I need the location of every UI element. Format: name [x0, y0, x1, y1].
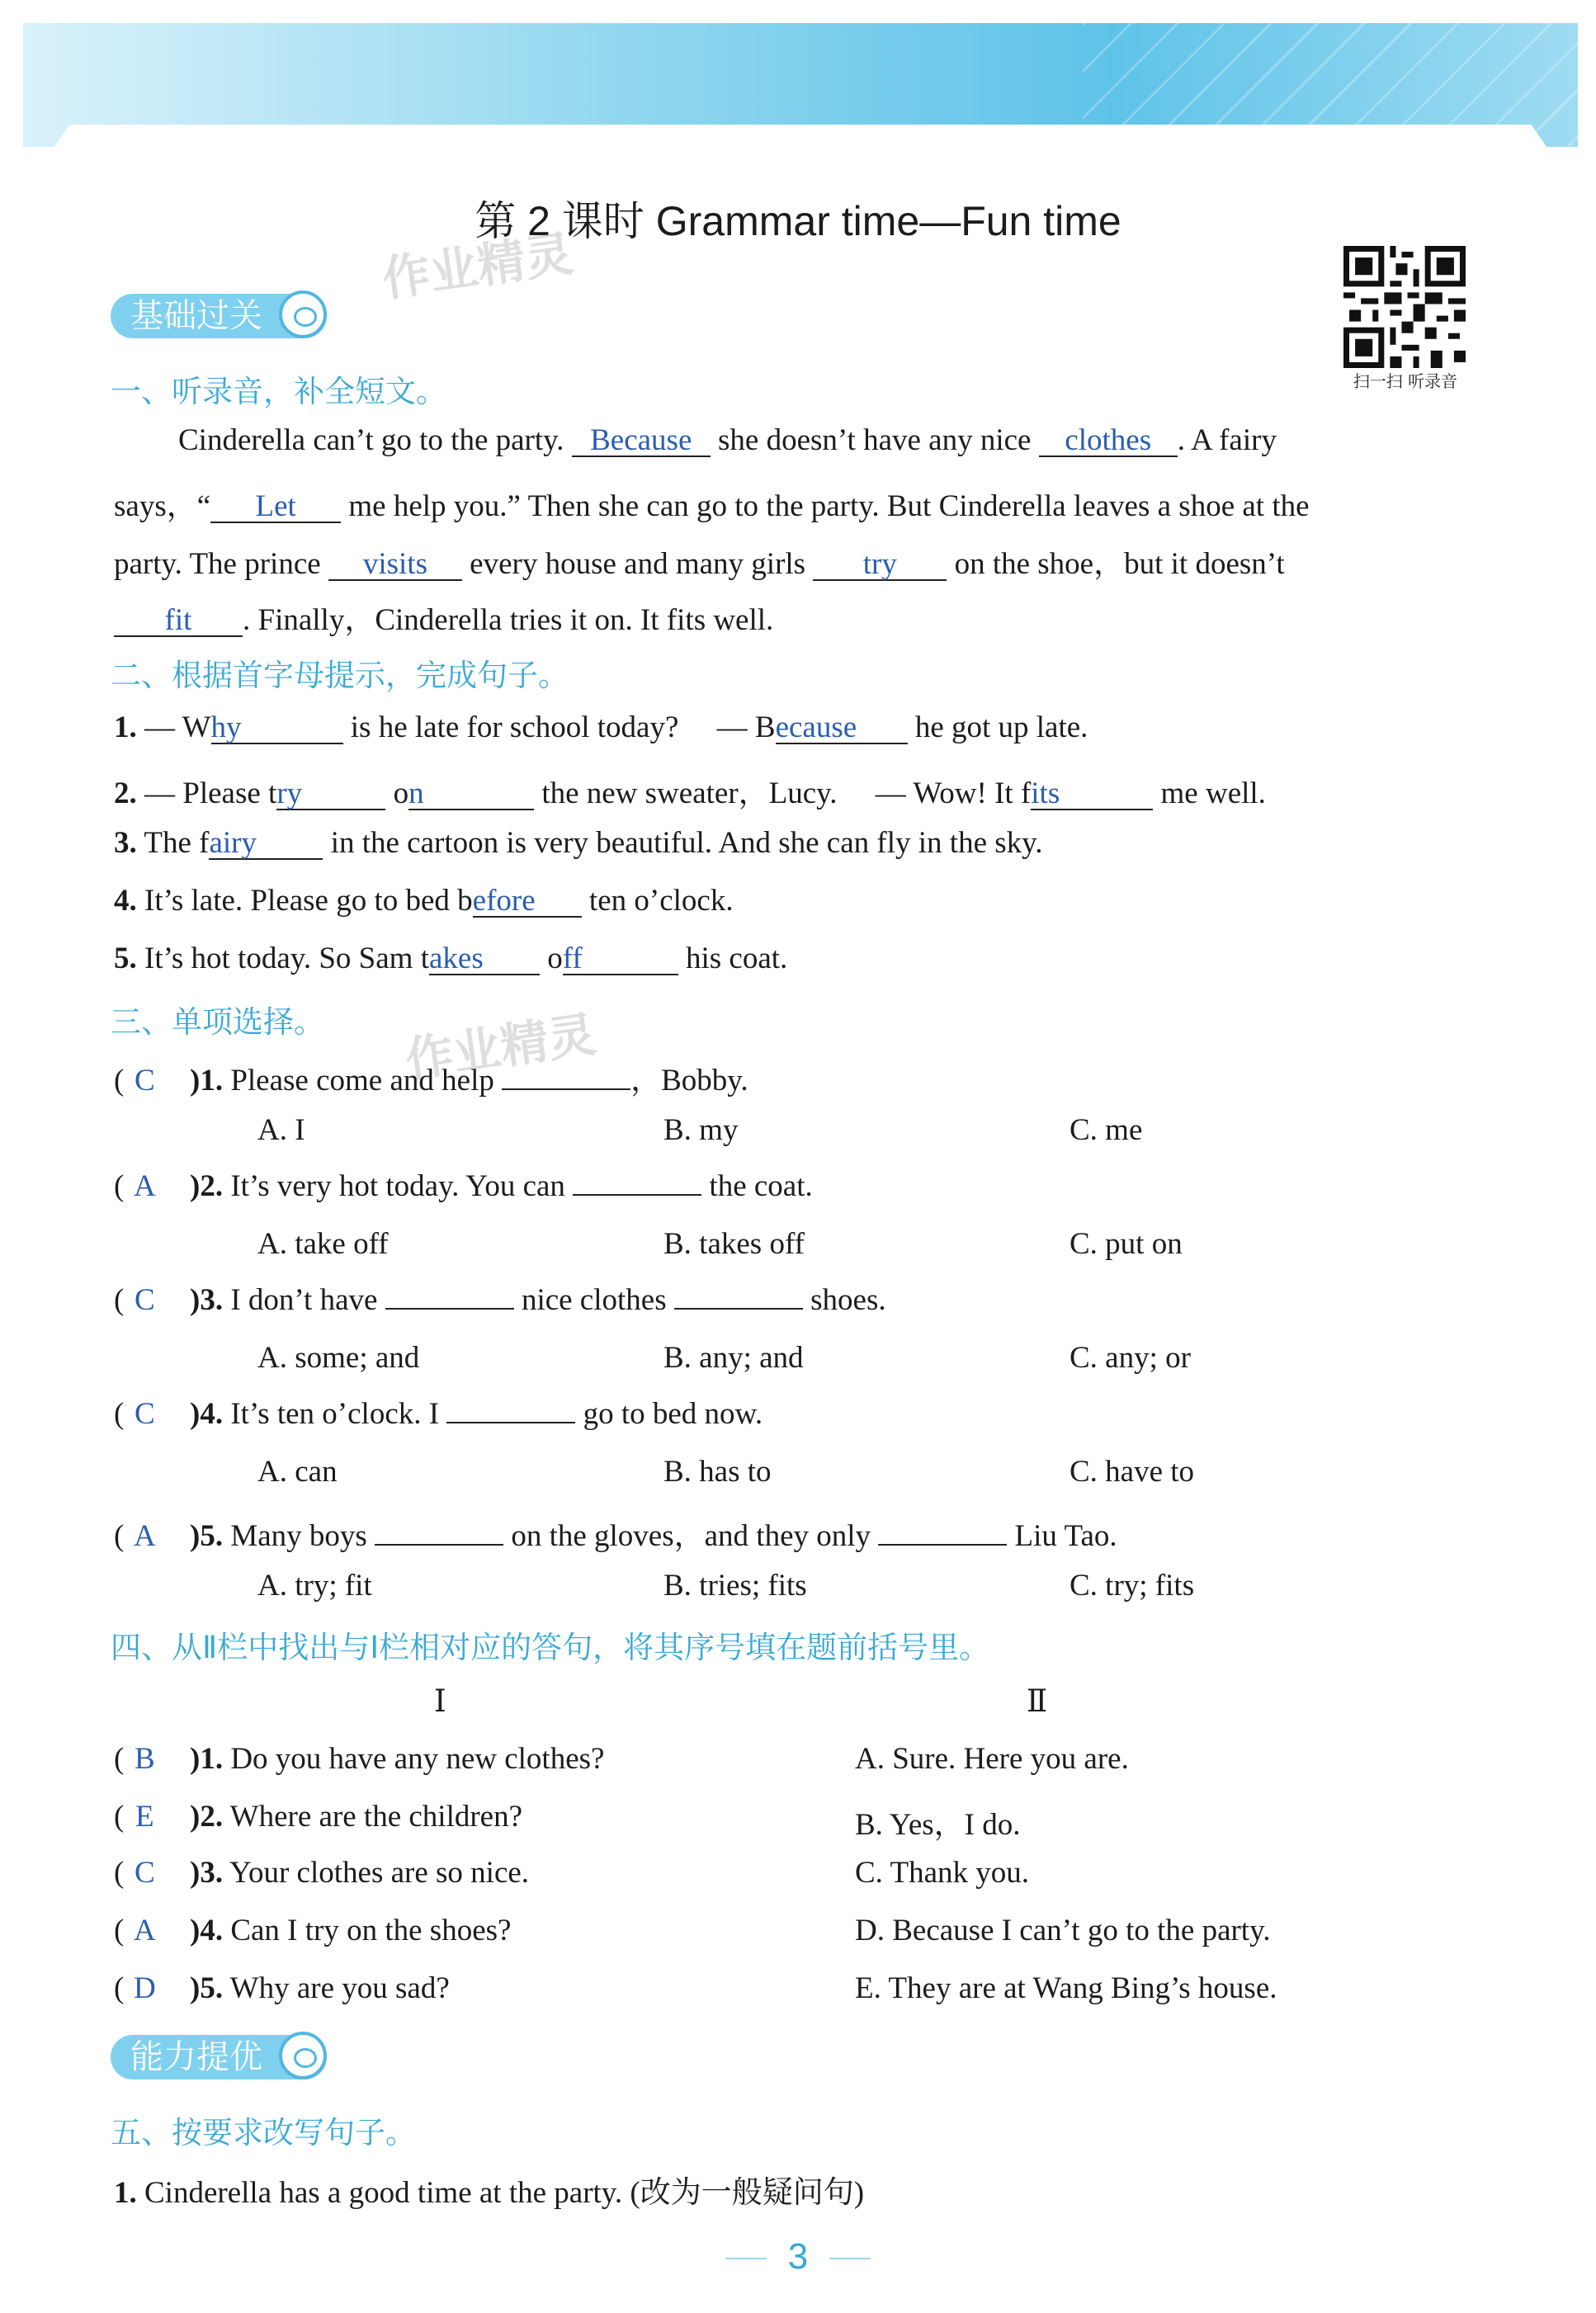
answer-blank[interactable]	[573, 1194, 701, 1196]
question	[114, 710, 1088, 745]
smiley-icon	[279, 2032, 327, 2079]
answer-blank[interactable]	[375, 1544, 503, 1546]
text: Many boys	[230, 1519, 367, 1553]
mc-question	[114, 1168, 813, 1204]
text: I don’t have	[230, 1283, 378, 1317]
text: Where are the children?	[229, 1800, 523, 1834]
option-b[interactable]: B. takes off	[663, 1227, 805, 1261]
answer: A	[133, 1914, 156, 1947]
option-b[interactable]: B. my	[663, 1113, 739, 1147]
option-c[interactable]: C. have to	[1070, 1455, 1195, 1489]
question-number: )5.	[190, 1519, 224, 1553]
question-number: )1.	[190, 1742, 224, 1776]
answer-blank[interactable]	[674, 1308, 803, 1310]
section-tag-basic	[111, 294, 327, 338]
option-c[interactable]: C. try; fits	[1070, 1569, 1195, 1603]
question-number: )3.	[190, 1856, 224, 1890]
page-title: 第 2 课时 Grammar time—Fun time	[475, 198, 1121, 244]
question-number: 2.	[114, 777, 137, 810]
answer: visits	[362, 547, 427, 581]
answer: akes	[429, 942, 484, 975]
match-answer: B. Yes，I do.	[855, 1808, 1021, 1842]
answer-paren[interactable]: ( B	[114, 1741, 190, 1777]
text: It’s very hot today. You can	[230, 1169, 565, 1203]
mc-question	[114, 1396, 763, 1432]
section-tag-advanced	[111, 2035, 327, 2079]
answer: Let	[255, 489, 296, 523]
question-number: )2.	[190, 1800, 224, 1834]
mc-question	[114, 1510, 1117, 1555]
section-heading: 一、听录音，补全短文。	[111, 374, 446, 409]
answer-blank[interactable]	[813, 549, 947, 581]
page-number: 3	[787, 2236, 809, 2277]
answer-paren[interactable]: ( C	[114, 1063, 190, 1098]
question-number: )4.	[190, 1914, 224, 1947]
answer-blank[interactable]	[209, 828, 323, 860]
answer: airy	[209, 826, 257, 860]
answer: ff	[562, 942, 583, 975]
question-number: )3.	[190, 1283, 224, 1317]
question	[114, 941, 787, 976]
answer: C	[134, 1397, 155, 1431]
answer-blank[interactable]	[429, 943, 540, 975]
answer-blank[interactable]	[1031, 778, 1153, 810]
mc-question	[114, 1055, 748, 1099]
question-number: )5.	[190, 1971, 224, 2005]
column-header-2: Ⅱ	[1027, 1685, 1048, 1719]
text: party. The prince	[114, 547, 321, 581]
option-c[interactable]: C. any; or	[1070, 1341, 1191, 1375]
answer-blank[interactable]	[408, 778, 534, 810]
question-number: 1.	[114, 2176, 137, 2210]
answer: D	[133, 1971, 156, 2005]
section-heading: 二、根据首字母提示，完成句子。	[111, 658, 569, 693]
text: nice clothes	[521, 1283, 667, 1317]
text: the new sweater，Lucy.	[541, 777, 838, 810]
column-header-1: Ⅰ	[434, 1685, 446, 1719]
option-a[interactable]: A. try; fit	[257, 1569, 372, 1603]
answer: its	[1031, 777, 1060, 810]
option-b[interactable]: B. tries; fits	[663, 1569, 807, 1603]
text: The f	[144, 826, 210, 860]
question-number: 3.	[114, 826, 137, 860]
answer: E	[135, 1800, 154, 1834]
tag-label: 能力提优	[130, 2038, 262, 2076]
match-item	[114, 1913, 511, 1948]
divider	[725, 2258, 767, 2259]
text: says，“	[114, 489, 211, 523]
text: she doesn’t have any nice	[718, 423, 1032, 457]
match-answer: A. Sure. Here you are.	[855, 1742, 1129, 1776]
text: ，Bobby.	[630, 1064, 748, 1097]
match-answer: C. Thank you.	[855, 1856, 1030, 1890]
answer: fit	[164, 603, 192, 637]
answer: C	[134, 1283, 155, 1317]
text: o	[547, 942, 563, 975]
text: — B	[716, 710, 776, 744]
text: — Please t	[144, 777, 277, 810]
answer-paren[interactable]: ( A	[114, 1168, 190, 1204]
qr-label: 扫一扫 听录音	[1353, 371, 1458, 391]
answer: clothes	[1065, 423, 1152, 457]
option-b[interactable]: B. any; and	[663, 1341, 804, 1375]
text: Please come and help	[230, 1064, 494, 1097]
answer-blank[interactable]	[776, 712, 908, 744]
option-a[interactable]: A. can	[257, 1455, 338, 1489]
answer: efore	[472, 884, 536, 918]
text: he got up late.	[914, 710, 1088, 744]
text: the coat.	[709, 1169, 813, 1203]
question-number: 4.	[114, 884, 137, 918]
option-a[interactable]: A. take off	[257, 1227, 389, 1261]
option-b[interactable]: B. has to	[663, 1455, 772, 1489]
answer-blank[interactable]	[276, 778, 385, 810]
text: in the cartoon is very beautiful. And she can fly in the sky.	[330, 826, 1043, 860]
text: Do you have any new clothes?	[230, 1742, 605, 1776]
text: Can I try on the shoes?	[230, 1914, 512, 1947]
match-item	[114, 1855, 529, 1891]
answer: ry	[276, 777, 303, 810]
answer-blank[interactable]	[385, 1308, 514, 1310]
mc-question	[114, 1282, 886, 1318]
page-footer	[0, 2236, 1596, 2278]
text: ten o’clock.	[588, 884, 734, 918]
answer: B	[134, 1742, 155, 1776]
text: — Wow! It f	[875, 777, 1032, 810]
answer-blank[interactable]	[878, 1544, 1007, 1546]
text: his coat.	[686, 942, 788, 975]
answer-paren[interactable]: ( C	[114, 1282, 190, 1318]
answer-blank[interactable]	[1039, 425, 1178, 457]
section-heading: 三、单项选择。	[111, 1004, 324, 1040]
match-item	[114, 1971, 450, 2006]
match-item	[114, 1799, 522, 1834]
text: Your clothes are so nice.	[229, 1856, 530, 1890]
text: . A fairy	[1177, 423, 1277, 457]
answer-paren[interactable]: ( A	[114, 1518, 190, 1554]
answer: try	[862, 547, 897, 581]
answer: Because	[590, 423, 692, 457]
text: . Finally，Cinderella tries it on. It fits well.	[243, 603, 774, 637]
answer-blank[interactable]	[328, 549, 462, 581]
text: on the gloves，and they only	[511, 1519, 871, 1553]
answer-blank[interactable]	[210, 491, 341, 523]
match-answer: E. They are at Wang Bing’s house.	[855, 1971, 1277, 2005]
text: me well.	[1160, 777, 1266, 810]
text: Cinderella can’t go to the party.	[178, 423, 564, 457]
answer: C	[134, 1064, 155, 1097]
text: go to bed now.	[583, 1397, 763, 1431]
text: Liu Tao.	[1014, 1519, 1117, 1553]
tag-label: 基础过关	[130, 297, 262, 335]
question	[114, 767, 1266, 812]
answer-blank[interactable]	[572, 425, 711, 457]
answer: A	[133, 1169, 156, 1203]
answer-blank[interactable]	[114, 605, 243, 637]
smiley-icon	[279, 290, 327, 338]
question-number: 1.	[114, 710, 137, 744]
top-banner	[23, 23, 1578, 147]
passage-line	[114, 538, 1285, 583]
section-heading: 五、按要求改写句子。	[111, 2115, 416, 2150]
text: It’s hot today. So Sam t	[144, 942, 429, 975]
text: o	[393, 777, 409, 810]
option-c[interactable]: C. me	[1070, 1113, 1143, 1147]
answer-blank[interactable]	[446, 1422, 575, 1423]
divider	[829, 2258, 871, 2259]
answer-paren[interactable]: ( A	[114, 1913, 190, 1948]
qr-code-icon[interactable]	[1343, 246, 1466, 368]
option-a[interactable]: A. I	[257, 1113, 305, 1147]
answer-blank[interactable]	[502, 1088, 630, 1090]
question	[114, 825, 1042, 861]
answer: A	[133, 1519, 156, 1553]
answer-paren[interactable]: ( C	[114, 1396, 190, 1432]
passage-line	[114, 480, 1310, 525]
question	[114, 2167, 864, 2212]
question-number: )4.	[190, 1397, 224, 1431]
question-number: 5.	[114, 942, 137, 975]
watermark: 作业精灵	[402, 1006, 600, 1088]
answer-blank[interactable]	[563, 943, 678, 975]
answer: C	[134, 1856, 155, 1890]
match-item	[114, 1741, 604, 1777]
match-answer: D. Because I can’t go to the party.	[855, 1914, 1271, 1947]
option-a[interactable]: A. some; and	[257, 1341, 420, 1375]
answer: ecause	[775, 710, 857, 744]
answer-paren[interactable]: ( E	[114, 1799, 190, 1834]
text: — W	[144, 710, 211, 744]
section-heading: 四、从Ⅱ栏中找出与Ⅰ栏相对应的答句，将其序号填在题前括号里。	[111, 1630, 990, 1665]
text: It’s late. Please go to bed b	[144, 884, 473, 918]
text: Cinderella has a good time at the party. (改为一般疑问句)	[144, 2176, 865, 2210]
text: shoes.	[810, 1283, 886, 1317]
text: It’s ten o’clock. I	[230, 1397, 440, 1431]
option-c[interactable]: C. put on	[1070, 1227, 1183, 1261]
answer-blank[interactable]	[473, 885, 582, 918]
text: every house and many girls	[470, 547, 806, 581]
passage-line	[178, 422, 1277, 458]
answer-paren[interactable]: ( D	[114, 1971, 190, 2006]
text: on the shoe，but it doesn’t	[954, 547, 1285, 581]
text: me help you.” Then she can go to the party. But Cinderella leaves a shoe at the	[348, 489, 1310, 523]
text: Why are you sad?	[229, 1971, 450, 2005]
passage-line	[114, 594, 773, 639]
answer: n	[408, 777, 424, 810]
text: is he late for school today?	[350, 710, 679, 744]
watermark: 作业精灵	[379, 225, 577, 308]
question-number: )2.	[190, 1169, 224, 1203]
answer-blank[interactable]	[211, 712, 343, 744]
question	[114, 883, 734, 918]
answer: hy	[210, 710, 242, 744]
question-number: )1.	[190, 1064, 224, 1097]
answer-paren[interactable]: ( C	[114, 1855, 190, 1891]
